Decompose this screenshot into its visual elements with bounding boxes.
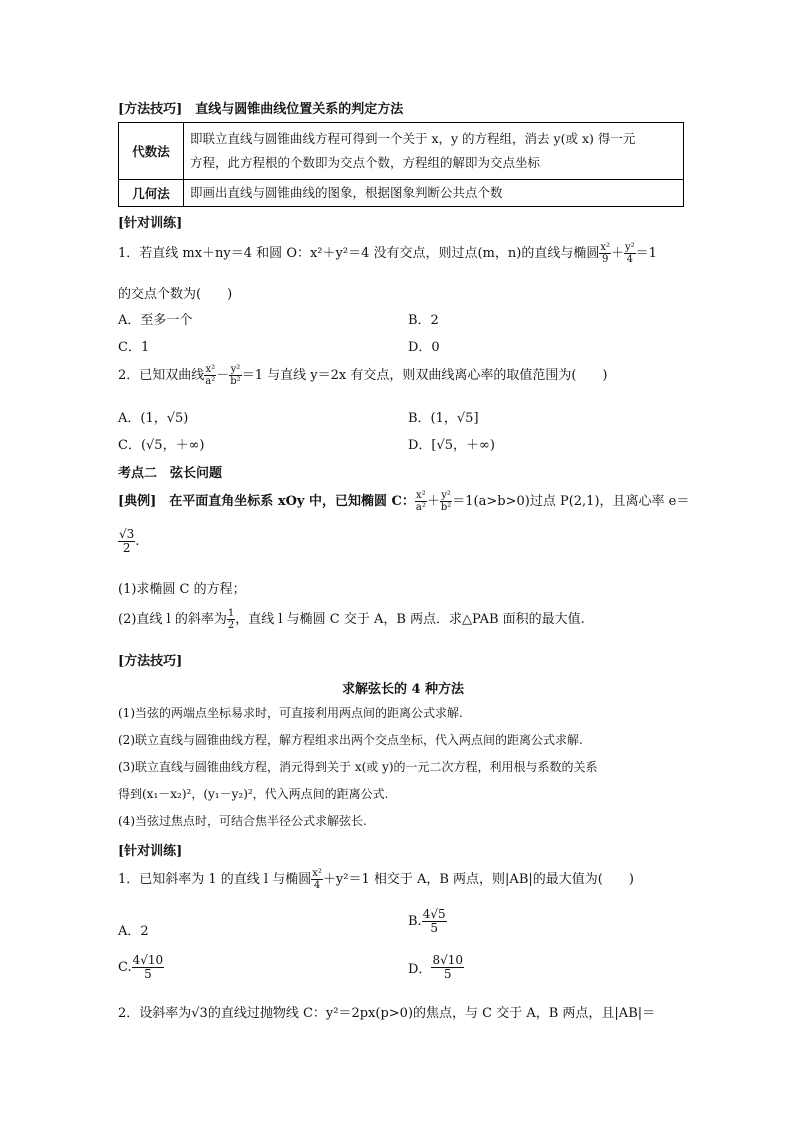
numerator: 8√10: [432, 953, 463, 967]
method-item: (2)联立直线与圆锥曲线方程，解方程组求出两个交点坐标，代入两点间的距离公式求解.: [118, 733, 583, 747]
question-1: [118, 242, 657, 265]
numerator: 4√5: [422, 907, 446, 921]
fraction: [229, 364, 241, 387]
method-table: [118, 122, 684, 207]
method-title: 求解弦长的 4 种方法: [341, 682, 465, 697]
fraction: [204, 364, 216, 387]
numerator: y²: [230, 364, 241, 375]
method-item: 得到(x₁－x₂)²，(y₁－y₂)²，代入两点间的距离公式.: [118, 787, 389, 801]
method-heading-1: [方法技巧] 直线与圆锥曲线位置关系的判定方法: [118, 102, 404, 117]
question-text: ＋y²＝1 相交于 A，B 两点，则|AB|的最大值为( ): [322, 872, 634, 887]
fraction: [132, 954, 165, 981]
option-a: A．(1，√5): [118, 411, 189, 426]
option-d: D．[√5，＋∞): [408, 438, 495, 453]
denominator: b²: [230, 376, 241, 387]
method-desc: [184, 123, 684, 180]
section-title: 考点二 弦长问题: [118, 466, 223, 481]
example-text: (2)直线 l 的斜率为: [118, 612, 227, 627]
question-text: ＝1 与直线 y＝2x 有交点，则双曲线离心率的取值范围为( ): [241, 368, 608, 383]
numerator: 1: [227, 608, 235, 619]
method-item: (3)联立直线与圆锥曲线方程，消元得到关于 x(或 y)的一元二次方程，利用根与系数的关系: [118, 760, 598, 774]
question-text: 1．已知斜率为 1 的直线 l 与椭圆: [118, 872, 312, 887]
fraction: [422, 908, 447, 935]
option-d: D．0: [408, 340, 440, 355]
fraction: [415, 490, 427, 513]
example-text: ＝1(a>b>0)过点 P(2,1)，且离心率 e＝: [452, 494, 690, 509]
example-part-2: [118, 608, 585, 631]
numerator: x²: [416, 490, 426, 501]
option-c: [118, 954, 164, 981]
method-heading-2: [方法技巧]: [118, 654, 183, 669]
option-c: C．1: [118, 340, 150, 355]
denominator: 4: [626, 254, 634, 265]
option-b: [408, 908, 447, 935]
numerator: 4√10: [132, 953, 164, 967]
question-text: 2．已知双曲线: [118, 368, 205, 383]
fraction: [227, 608, 235, 631]
option-c: C．(√5，＋∞): [118, 438, 205, 453]
table-row: [119, 180, 684, 207]
denominator: 4: [313, 880, 321, 891]
method-desc: [184, 180, 684, 207]
method-desc-line: 方程，此方程根的个数即为交点个数，方程组的解即为交点坐标: [190, 155, 541, 170]
denominator: 9: [601, 254, 609, 265]
numerator: √3: [119, 527, 135, 541]
numerator: y²: [441, 490, 451, 501]
numerator: x²: [312, 868, 322, 879]
denominator: a²: [205, 376, 216, 387]
option-a: A．2: [118, 924, 149, 939]
option-d: [408, 954, 464, 981]
eccentricity-value: [118, 528, 139, 555]
denominator: a²: [415, 502, 426, 513]
method-name: 代数法: [119, 123, 184, 180]
denominator: 2: [122, 541, 131, 555]
denominator: 5: [144, 967, 152, 981]
example-problem: [118, 490, 689, 513]
question-1-cont: 的交点个数为( ): [118, 287, 233, 302]
option-label: C.: [118, 960, 132, 975]
question-3: [118, 868, 634, 891]
option-label: D．: [408, 962, 432, 977]
operator: －: [216, 368, 230, 383]
fraction: [440, 490, 452, 513]
option-label: B.: [408, 914, 422, 929]
question-text: ＝1: [635, 246, 657, 261]
method-desc-line: 即画出直线与圆锥曲线的图象，根据图象判断公共点个数: [190, 185, 503, 200]
fraction: [624, 242, 636, 265]
method-desc-line: 即联立直线与圆锥曲线方程可得到一个关于 x，y 的方程组，消去 y(或 x) 得一元: [190, 131, 636, 146]
question-text: 1．若直线 mx＋ny＝4 和圆 O：x²＋y²＝4 没有交点，则过点(m，n)的直线与椭圆: [118, 246, 600, 261]
training-heading-2: [针对训练]: [118, 844, 183, 859]
period: .: [135, 534, 140, 549]
denominator: 2: [227, 620, 235, 631]
table-row: [119, 123, 684, 180]
example-text: ，直线 l 与椭圆 C 交于 A，B 两点．求△PAB 面积的最大值.: [235, 612, 585, 627]
fraction: [118, 528, 135, 555]
fraction: [599, 242, 611, 265]
option-b: B．(1，√5]: [408, 411, 479, 426]
fraction: [311, 868, 323, 891]
numerator: y²: [625, 242, 635, 253]
method-item: (1)当弦的两端点坐标易求时，可直接利用两点间的距离公式求解.: [118, 706, 463, 720]
method-item: (4)当弦过焦点时，可结合焦半径公式求解弦长.: [118, 814, 367, 828]
training-heading-1: [针对训练]: [118, 216, 183, 231]
numerator: x²: [205, 364, 216, 375]
numerator: x²: [600, 242, 610, 253]
option-a: A．至多一个: [118, 313, 193, 328]
operator: ＋: [426, 494, 440, 509]
example-part-1: (1)求椭圆 C 的方程；: [118, 582, 246, 597]
method-name: 几何法: [119, 180, 184, 207]
question-2: [118, 364, 607, 387]
denominator: 5: [430, 921, 438, 935]
fraction: [431, 954, 464, 981]
option-b: B．2: [408, 313, 439, 328]
operator: ＋: [610, 246, 624, 261]
denominator: 5: [443, 967, 452, 981]
question-4: 2．设斜率为√3的直线过抛物线 C：y²＝2px(p>0)的焦点，与 C 交于 A，B 两点，且|AB|＝: [118, 1006, 656, 1021]
example-text: [典例] 在平面直角坐标系 xOy 中，已知椭圆 C：: [118, 494, 415, 509]
denominator: b²: [440, 502, 452, 513]
